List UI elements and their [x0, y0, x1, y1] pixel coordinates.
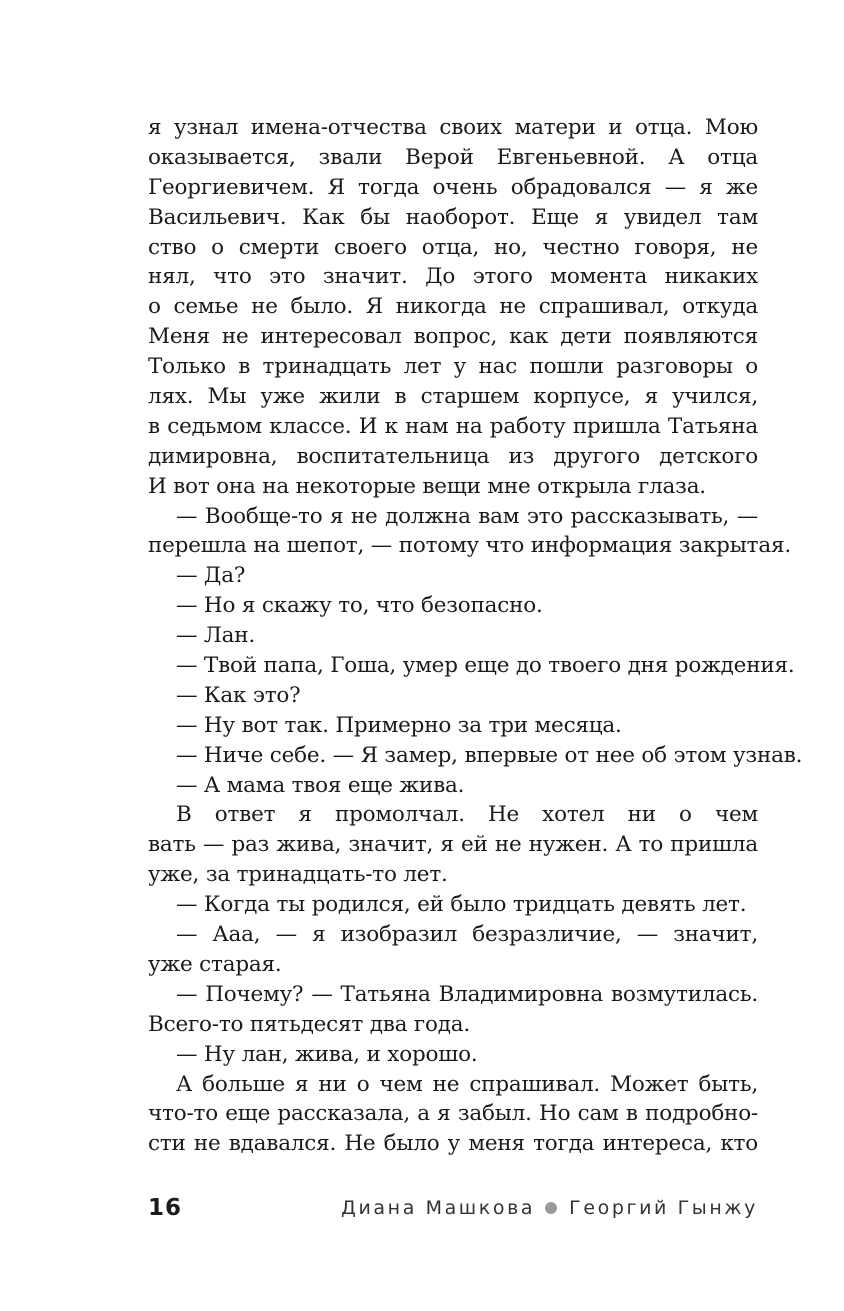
text-line: — Твой папа, Гоша, умер еще до твоего дня рождения.	[176, 653, 795, 679]
text-line: И вот она на некоторые вещи мне открыла глаза.	[148, 473, 706, 499]
text-line: сти не вдавался. Не было у меня тогда интереса, кто	[148, 1131, 758, 1157]
text-line: — Лан.	[176, 623, 256, 649]
text-line: уже, за тринадцать-то лет.	[148, 862, 448, 888]
text-line: — Да?	[176, 563, 246, 589]
text-line: — Ну лан, жива, и хорошо.	[176, 1041, 478, 1067]
author-name-1: Диана Машкова	[341, 1197, 536, 1219]
text-line: ство о смерти своего отца, но, честно говоря, не	[148, 234, 758, 260]
text-line: перешла на шепот, — потому что информация закрытая.	[148, 533, 791, 559]
text-line: в седьмом классе. И к нам на работу пришла Татьяна	[148, 413, 758, 439]
text-line: Георгиевичем. Я тогда очень обрадовался — я же	[148, 174, 758, 200]
text-line: уже старая.	[148, 951, 282, 977]
text-line: я узнал имена-отчества своих матери и отца. Мою	[148, 115, 758, 140]
text-line: — Ну вот так. Примерно за три месяца.	[176, 712, 622, 738]
text-line: о семье не было. Я никогда не спрашивал, откуда	[148, 294, 758, 320]
text-line: — Почему? — Татьяна Владимировна возмутилась.	[176, 981, 758, 1007]
text-line: В ответ я промолчал. Не хотел ни о чем	[176, 802, 758, 828]
text-line: — Как это?	[176, 682, 301, 708]
text-line: лях. Мы уже жили в старшем корпусе, я учился,	[148, 384, 758, 410]
text-line: — Ниче себе. — Я замер, впервые от нее об этом узнав.	[176, 742, 803, 768]
text-line: Только в тринадцать лет у нас пошли разговоры о	[148, 354, 758, 380]
text-line: вать — раз жива, значит, я ей не нужен. А то пришла	[148, 832, 758, 858]
dot-icon	[545, 1202, 557, 1214]
body-text	[148, 113, 803, 1159]
text-line: — А мама твоя еще жива.	[176, 772, 465, 798]
text-line: нял, что это значит. До этого момента никаких	[148, 264, 758, 290]
author-name-2: Георгий Гынжу	[569, 1197, 758, 1219]
text-line: — Ааа, — я изобразил безразличие, — значит,	[176, 922, 758, 948]
text-line: Меня не интересовал вопрос, как дети появляются	[148, 324, 758, 350]
page-footer	[148, 1192, 758, 1224]
text-line: — Но я скажу то, что безопасно.	[176, 593, 543, 619]
text-line: оказывается, звали Верой Евгеньевной. А отца	[148, 144, 758, 170]
text-line: — Когда ты родился, ей было тридцать девять лет.	[176, 892, 747, 918]
text-line: Васильевич. Как бы наоборот. Еще я увидел там	[148, 204, 758, 230]
page-number: 16	[148, 1195, 183, 1221]
text-line: Всего-то пятьдесят два года.	[148, 1011, 470, 1037]
text-line: что-то еще рассказала, а я забыл. Но сам в подробно-	[148, 1101, 758, 1127]
running-head	[341, 1192, 758, 1224]
text-line: димировна, воспитательница из другого детского	[148, 443, 758, 469]
text-line: — Вообще-то я не должна вам это рассказывать, —	[176, 503, 758, 529]
text-line: А больше я ни о чем не спрашивал. Может быть,	[176, 1071, 758, 1097]
